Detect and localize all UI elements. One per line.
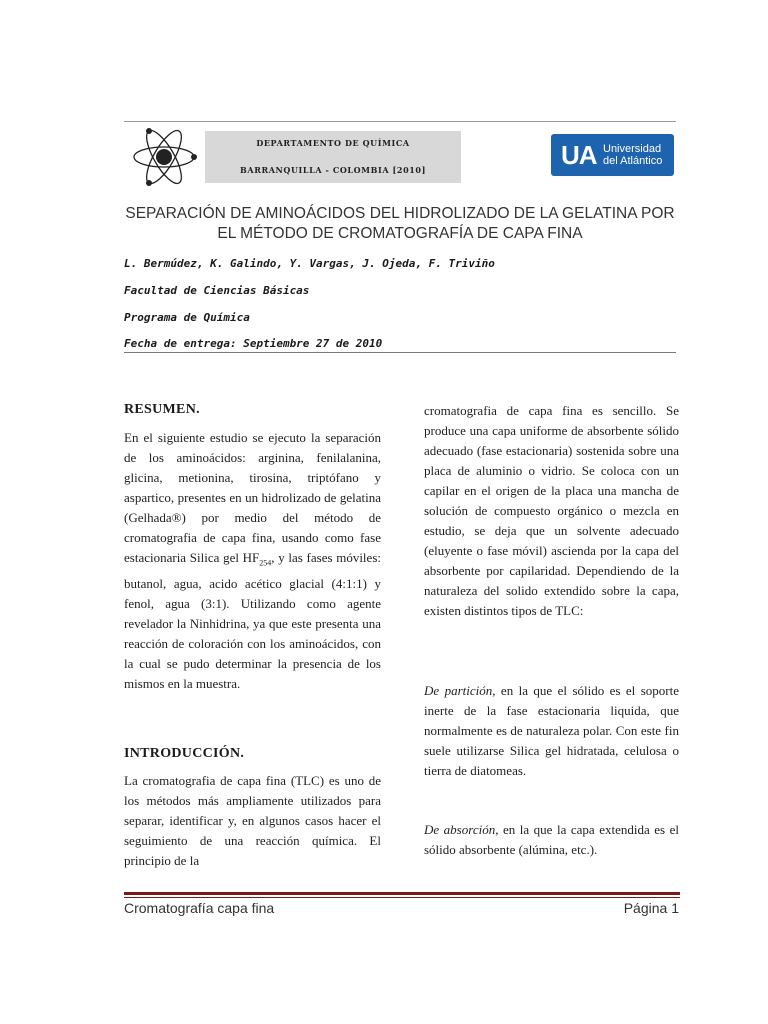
meta-divider: [124, 352, 676, 353]
footer-rule-thick: [124, 892, 680, 895]
particion-paragraph: [424, 681, 679, 781]
footer-title: Cromatografía capa fina: [124, 900, 275, 916]
introduccion-text: La cromatografia de capa fina (TLC) es uno de los métodos más ampliamente utilizados para separar, identificar y, en algunos casos hacer el seguimiento de una reacción química. El principio de la: [124, 773, 381, 868]
tlc-principle-text: cromatografia de capa fina es sencillo. Se produce una capa uniforme de absorbente sólido adecuado (fase estacionaria) sostenida sobre una placa de aluminio o vidrio. Se coloca con un capilar en el origen de la placa una mancha de solución de compuesto orgánico o mezcla en estudio, se deja que un solvente adecuado (eluyente o fase móvil) ascienda por la capa del absorbente por capilaridad. Dependiendo de la naturaleza del solido extendido sobre la capa, existen distintos tipos de TLC:: [424, 403, 679, 618]
university-logo-mark: UA: [561, 140, 597, 170]
resumen-text-part2: , y las fases móviles: butanol, agua, acido acético glacial (4:1:1) y fenol, agua (3:1). Utilizando como agente revelador la Ninhidrina, ya que este presenta una reacción de coloración con los aminoácidos, con la cual se pudo determinar la presencia de los mismos en la muestra.: [124, 550, 381, 691]
resumen-text: [124, 428, 381, 694]
faculty: Facultad de Ciencias Básicas: [124, 284, 310, 297]
resumen-subscript: 254: [259, 558, 272, 568]
submission-date: Fecha de entrega: Septiembre 27 de 2010: [124, 337, 383, 350]
document-title-line2: EL MÉTODO DE CROMATOGRAFÍA DE CAPA FINA: [217, 225, 583, 242]
program: Programa de Química: [124, 311, 250, 324]
particion-text: , en la que el sólido es el soporte inerte de la fase estacionaria liquida, que normalmente es de naturaleza polar. Con este fin suele utilizarse Silica gel hidratada, celulosa o tierra de diatomeas.: [424, 683, 679, 778]
resumen-text-part1: En el siguiente estudio se ejecuto la separación de los aminoácidos: arginina, fenilalanina, glicina, metionina, tirosina, triptófano y aspartico, presentes en un hidrolizado de gelatina (Gelhada®) por medio del método de cromatografia de capa fina, usando como fase estacionaria Silica gel HF: [124, 430, 381, 565]
footer-rule-thin: [124, 897, 680, 898]
absorcion-term: De absorción: [424, 822, 496, 837]
absorcion-text: , en la que la capa extendida es el sólido absorbente (alúmina, etc.).: [424, 822, 679, 857]
department-banner: [205, 131, 461, 183]
document-title: [124, 204, 676, 244]
header-top-rule: [124, 121, 676, 122]
introduccion-heading: INTRODUCCIÓN.: [124, 746, 245, 761]
resumen-heading: RESUMEN.: [124, 402, 200, 417]
atom-icon: [128, 124, 200, 190]
university-logo: [551, 134, 674, 176]
page-number: Página 1: [623, 900, 679, 916]
authors: L. Bermúdez, K. Galindo, Y. Vargas, J. Ojeda, F. Triviño: [124, 257, 495, 270]
university-logo-line2: del Atlántico: [603, 155, 663, 167]
department-name: DEPARTAMENTO DE QUÍMICA: [256, 138, 410, 148]
particion-term: De partición: [424, 683, 493, 698]
absorcion-paragraph: [424, 820, 679, 860]
university-logo-line1: Universidad: [603, 143, 662, 155]
department-location: BARRANQUILLA - COLOMBIA [2010]: [240, 165, 426, 175]
document-title-line1: SEPARACIÓN DE AMINOÁCIDOS DEL HIDROLIZADO DE LA GELATINA POR: [125, 205, 675, 222]
